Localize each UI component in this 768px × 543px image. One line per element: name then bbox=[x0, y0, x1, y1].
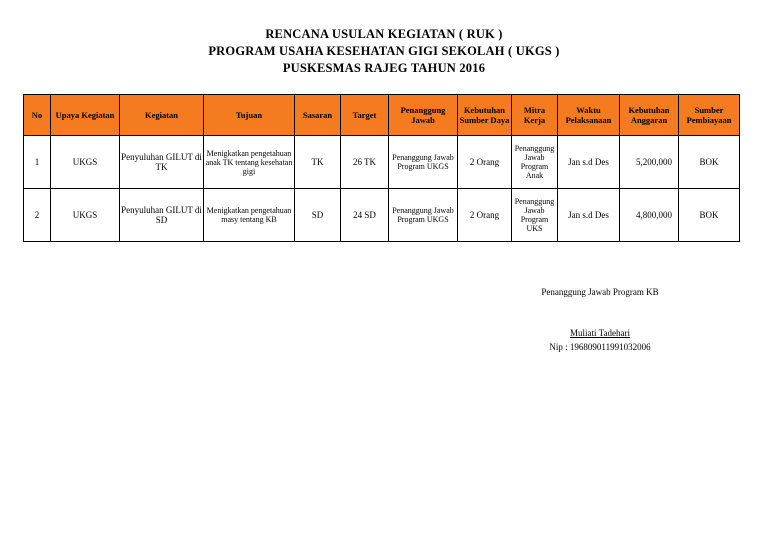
cell-penanggung-jawab: Penanggung Jawab Program UKGS bbox=[389, 136, 458, 189]
cell-mitra-kerja: Penanggung Jawab Program Anak bbox=[512, 136, 558, 189]
cell-kegiatan: Penyuluhan GILUT di TK bbox=[120, 136, 204, 189]
cell-tujuan: Menigkatkan pengetahuan masy tentang KB bbox=[204, 189, 295, 242]
cell-kegiatan: Penyuluhan GILUT di SD bbox=[120, 189, 204, 242]
cell-penanggung-jawab: Penanggung Jawab Program UKGS bbox=[389, 189, 458, 242]
cell-no: 2 bbox=[24, 189, 51, 242]
signature-nip: Nip : 196809011991032006 bbox=[549, 342, 651, 352]
signature-title: Penanggung Jawab Program KB bbox=[541, 287, 659, 297]
header-penanggung-jawab: Penanggung Jawab bbox=[389, 95, 458, 136]
header-kegiatan: Kegiatan bbox=[120, 95, 204, 136]
title-line-3: PUSKESMAS RAJEG TAHUN 2016 bbox=[282, 61, 486, 75]
cell-sumber: BOK bbox=[679, 136, 740, 189]
header-no: No bbox=[24, 95, 51, 136]
cell-target: 24 SD bbox=[341, 189, 389, 242]
cell-tujuan: Menigkatkan pengetahuan anak TK tentang kesehatan gigi bbox=[204, 136, 295, 189]
cell-waktu: Jan s.d Des bbox=[558, 189, 620, 242]
header-sasaran: Sasaran bbox=[295, 95, 341, 136]
cell-mitra-kerja: Penanggung Jawab Program UKS bbox=[512, 189, 558, 242]
cell-sumber: BOK bbox=[679, 189, 740, 242]
header-target: Target bbox=[341, 95, 389, 136]
header-upaya-kegiatan: Upaya Kegiatan bbox=[51, 95, 120, 136]
ruk-table bbox=[23, 94, 740, 242]
cell-kebutuhan-sumber-daya: 2 Orang bbox=[458, 136, 512, 189]
cell-waktu: Jan s.d Des bbox=[558, 136, 620, 189]
header-kebutuhan-sumber-daya: Kebutuhan Sumber Daya bbox=[458, 95, 512, 136]
title-line-2: PROGRAM USAHA KESEHATAN GIGI SEKOLAH ( UKGS ) bbox=[208, 44, 560, 58]
header-tujuan: Tujuan bbox=[204, 95, 295, 136]
document-title-block bbox=[0, 26, 768, 77]
table-row bbox=[24, 189, 740, 242]
cell-sasaran: TK bbox=[295, 136, 341, 189]
cell-anggaran: 4,800,000 bbox=[620, 189, 679, 242]
cell-kebutuhan-sumber-daya: 2 Orang bbox=[458, 189, 512, 242]
header-waktu-pelaksanaan: Waktu Pelaksanaan bbox=[558, 95, 620, 136]
cell-target: 26 TK bbox=[341, 136, 389, 189]
cell-anggaran: 5,200,000 bbox=[620, 136, 679, 189]
table-header-row bbox=[24, 95, 740, 136]
table-row bbox=[24, 136, 740, 189]
header-sumber-pembiayaan: Sumber Pembiayaan bbox=[679, 95, 740, 136]
cell-no: 1 bbox=[24, 136, 51, 189]
cell-upaya: UKGS bbox=[51, 136, 120, 189]
header-kebutuhan-anggaran: Kebutuhan Anggaran bbox=[620, 95, 679, 136]
header-mitra-kerja: Mitra Kerja bbox=[512, 95, 558, 136]
cell-upaya: UKGS bbox=[51, 189, 120, 242]
cell-sasaran: SD bbox=[295, 189, 341, 242]
signature-name: Muliati Tadehari bbox=[570, 328, 630, 338]
title-line-1: RENCANA USULAN KEGIATAN ( RUK ) bbox=[265, 27, 503, 41]
